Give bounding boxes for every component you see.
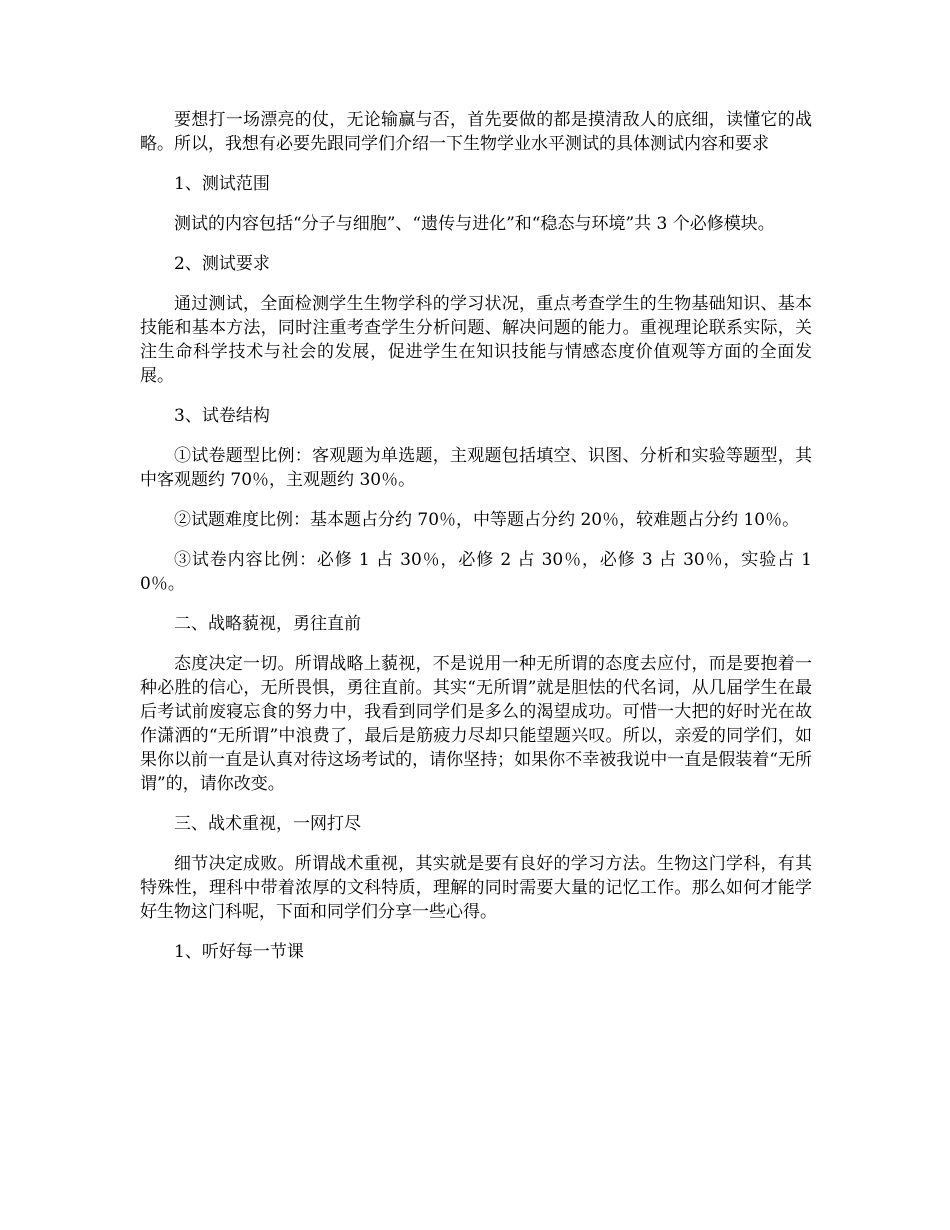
document-page: [140, 108, 812, 980]
section-heading-paper-structure: 3、试卷结构: [174, 406, 270, 426]
tactics-paragraph: 细节决定成败。所谓战术重视，其实就是要有良好的学习方法。生物这门学科，有其特殊性，理科中带着浓厚的文科特质，理解的同时需要大量的记忆工作。那么如何才能学好生物这门科呢，下面和同学们分享一些心得。: [140, 854, 812, 922]
question-type-ratio-paragraph: ①试卷题型比例：客观题为单选题，主观题包括填空、识图、分析和实验等题型，其中客观题约 70％，主观题约 30％。: [140, 446, 812, 490]
section-heading-listen-to-class: 1、听好每一节课: [174, 942, 304, 962]
test-requirements-paragraph: 通过测试，全面检测学生生物学科的学习状况，重点考查学生的生物基础知识、基本技能和基本方法，同时注重考查学生分析问题、解决问题的能力。重视理论联系实际，关注生命科学技术与社会的发展，促进学生在知识技能与情感态度价值观等方面的全面发展。: [140, 294, 812, 386]
section-heading-tactics: 三、战术重视，一网打尽: [174, 814, 361, 834]
section-heading-strategy: 二、战略藐视，勇往直前: [174, 614, 361, 634]
test-scope-paragraph: 测试的内容包括“分子与细胞”、“遗传与进化”和“稳态与环境”共 3 个必修模块。: [174, 214, 775, 234]
strategy-paragraph: 态度决定一切。所谓战略上藐视，不是说用一种无所谓的态度去应付，而是要抱着一种必胜的信心，无所畏惧，勇往直前。其实“无所谓”就是胆怯的代名词，从几届学生在最后考试前废寝忘食的努力中，我看到同学们是多么的渴望成功。可惜一大把的好时光在故作潇洒的“无所谓”中浪费了，最后是筋疲力尽却只能望题兴叹。所以，亲爱的同学们，如果你以前一直是认真对待这场考试的，请你坚持；如果你不幸被我说中一直是假装着“无所谓”的，请你改变。: [140, 654, 812, 794]
section-heading-test-requirements: 2、测试要求: [174, 254, 270, 274]
intro-paragraph: 要想打一场漂亮的仗，无论输赢与否，首先要做的都是摸清敌人的底细，读懂它的战略。所以，我想有必要先跟同学们介绍一下生物学业水平测试的具体测试内容和要求: [140, 110, 812, 154]
section-heading-test-scope: 1、测试范围: [174, 174, 270, 194]
content-ratio-paragraph: ③试卷内容比例：必修 1 占 30％，必修 2 占 30％，必修 3 占 30％，实验占 10％。: [140, 550, 812, 594]
difficulty-ratio-paragraph: ②试题难度比例：基本题占分约 70％，中等题占分约 20％，较难题占分约 10％。: [174, 510, 800, 530]
